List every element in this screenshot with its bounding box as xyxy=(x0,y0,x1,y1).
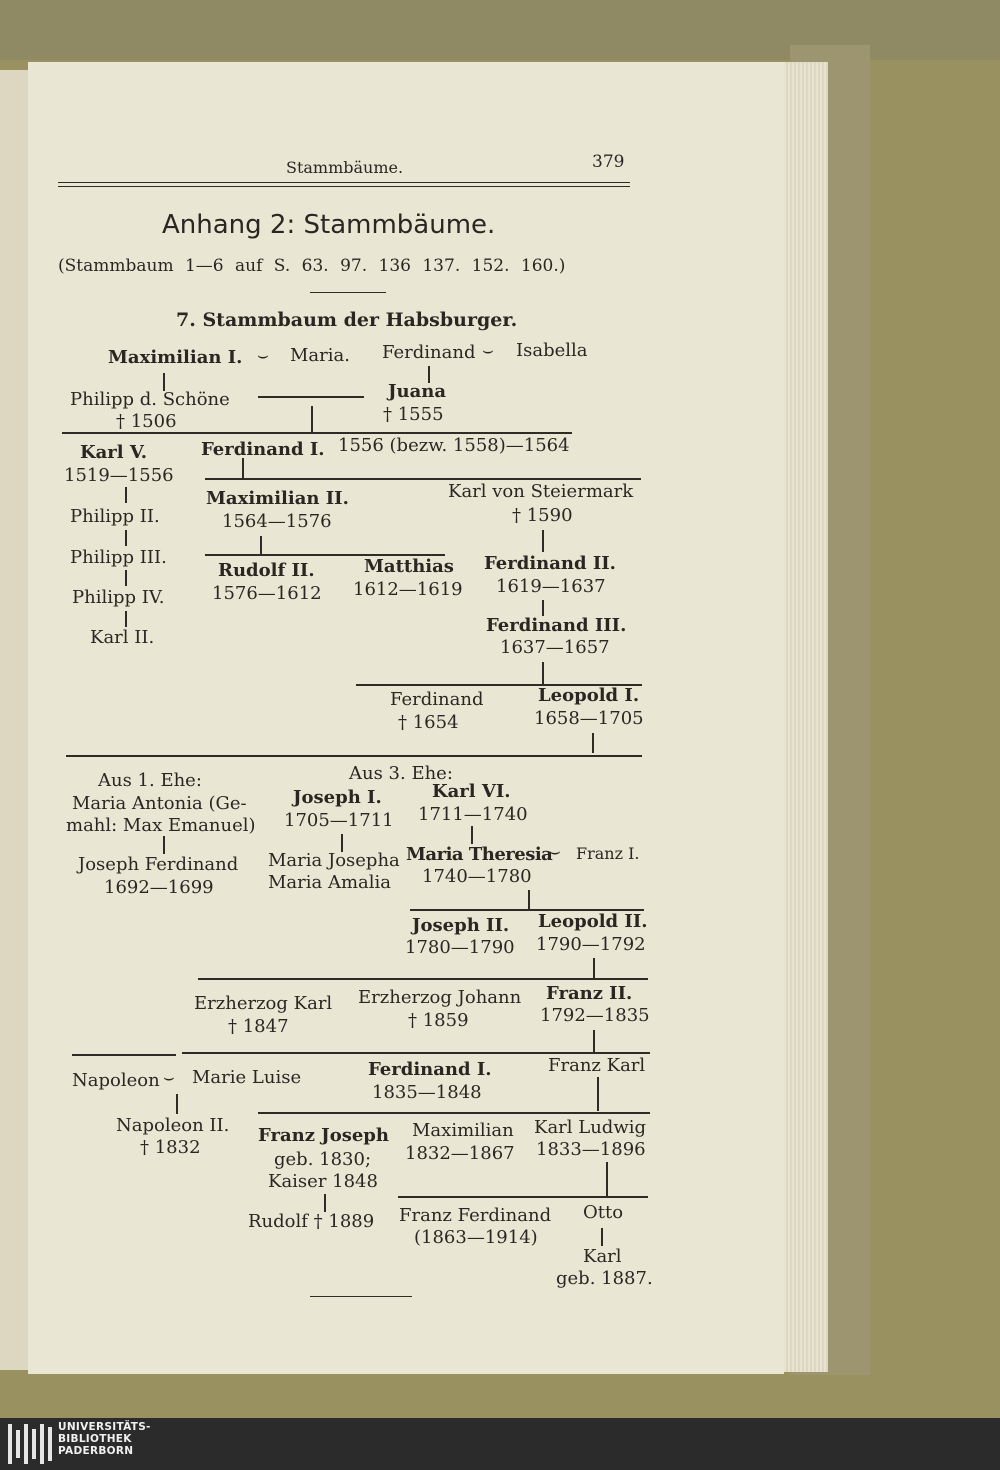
header-rule xyxy=(58,182,630,183)
person-karl-vi: Karl VI. xyxy=(432,781,511,802)
line-philipp-juana xyxy=(258,396,364,398)
person-ferdinand-i-years: 1556 (bezw. 1558)—1564 xyxy=(338,435,570,456)
person-ferdinand-iii: Ferdinand III. xyxy=(486,615,627,636)
line-philippii-iii xyxy=(125,530,127,546)
person-ferdinand-ii: Ferdinand II. xyxy=(484,553,616,574)
person-isabella: Isabella xyxy=(516,340,588,361)
bracket-leopoldi-children xyxy=(66,755,642,757)
person-franz-ii-years: 1792—1835 xyxy=(540,1005,650,1026)
person-rudolf: Rudolf † 1889 xyxy=(248,1211,375,1232)
person-maria-theresia-years: 1740—1780 xyxy=(422,866,532,887)
line-mtheresia-children xyxy=(528,890,530,910)
person-joseph-ferdinand-years: 1692—1699 xyxy=(104,877,214,898)
person-philipp-schoene-death: † 1506 xyxy=(116,411,177,432)
library-logo-text xyxy=(58,1421,151,1457)
person-ferdinand-iv: Ferdinand xyxy=(390,689,484,710)
person-joseph-ii-years: 1780—1790 xyxy=(405,937,515,958)
person-erzherzog-johann-death: † 1859 xyxy=(408,1010,469,1031)
library-logo-icon xyxy=(8,1424,52,1464)
line-franzkarl-children xyxy=(597,1077,599,1111)
bottom-rule xyxy=(310,1296,412,1297)
person-maria: Maria. xyxy=(290,345,350,366)
page-number: 379 xyxy=(592,152,625,172)
person-maria-antonia-line2: mahl: Max Emanuel) xyxy=(66,815,256,836)
marriage-symbol: ⌣ xyxy=(257,345,269,366)
bracket-franzkarl-children xyxy=(258,1112,650,1114)
person-juana-death: † 1555 xyxy=(383,404,444,425)
person-karl-born: geb. 1887. xyxy=(556,1268,653,1289)
person-marie-luise: Marie Luise xyxy=(192,1067,302,1088)
line-napoleon-napii xyxy=(176,1094,178,1114)
person-rudolf-ii: Rudolf II. xyxy=(218,560,315,581)
title-divider xyxy=(310,292,386,293)
bracket-karlludwig-children xyxy=(398,1196,648,1198)
person-leopold-ii: Leopold II. xyxy=(538,911,648,932)
person-maria-amalia: Maria Amalia xyxy=(268,872,392,893)
person-philipp-schoene: Philipp d. Schöne xyxy=(70,389,230,410)
person-matthias: Matthias xyxy=(364,556,454,577)
appendix-reference: (Stammbaum 1—6 auf S. 63. 97. 136 137. 152. 160.) xyxy=(58,256,566,276)
person-karl-ludwig: Karl Ludwig xyxy=(534,1117,647,1138)
person-maximilian-ii: Maximilian II. xyxy=(206,488,349,509)
person-ferdinand-i-austria-years: 1835—1848 xyxy=(372,1082,482,1103)
line-ferdii-ferdiii xyxy=(542,600,544,616)
person-leopold-i-years: 1658—1705 xyxy=(534,708,644,729)
person-ferdinand-i-austria: Ferdinand I. xyxy=(368,1059,492,1080)
line-karlvi-mtheresia xyxy=(471,826,473,844)
person-karl-vi-years: 1711—1740 xyxy=(418,804,528,825)
line-philippiii-iv xyxy=(125,570,127,586)
person-franz-joseph-kaiser: Kaiser 1848 xyxy=(268,1171,378,1192)
running-title: Stammbäume. xyxy=(286,158,404,177)
person-philipp-ii: Philipp II. xyxy=(70,506,160,527)
line-karlludwig-children xyxy=(606,1162,608,1196)
person-joseph-i: Joseph I. xyxy=(293,787,382,808)
line-philippiv-karlii xyxy=(125,611,127,627)
person-rudolf-ii-years: 1576—1612 xyxy=(212,583,322,604)
person-joseph-ii: Joseph II. xyxy=(412,915,510,936)
line-marriage-down xyxy=(311,406,313,432)
person-karl-v-years: 1519—1556 xyxy=(64,465,174,486)
bracket-karlv-ferdi xyxy=(62,432,572,434)
line-karlst-ferdii xyxy=(542,530,544,552)
line-otto-karl xyxy=(601,1228,603,1246)
person-franz-joseph: Franz Joseph xyxy=(258,1125,389,1146)
person-maria-theresia: Maria Theresia xyxy=(406,844,553,865)
person-franz-joseph-born: geb. 1830; xyxy=(274,1149,372,1170)
header-rule-2 xyxy=(58,186,630,187)
person-philipp-iii: Philipp III. xyxy=(70,547,167,568)
person-ferdinand-iv-death: † 1654 xyxy=(398,712,459,733)
line-ferdi-children xyxy=(242,458,244,480)
person-ferdinand-iii-years: 1637—1657 xyxy=(500,637,610,658)
person-leopold-ii-years: 1790—1792 xyxy=(536,934,646,955)
person-franz-ferdinand: Franz Ferdinand xyxy=(399,1205,552,1226)
person-otto: Otto xyxy=(583,1202,624,1223)
person-maximilian-ii-years: 1564—1576 xyxy=(222,511,332,532)
person-erzherzog-johann: Erzherzog Johann xyxy=(358,987,522,1008)
person-ferdinand-i: Ferdinand I. xyxy=(201,439,325,460)
library-name-line2: BIBLIOTHEK xyxy=(58,1433,132,1445)
label-aus-1-ehe: Aus 1. Ehe: xyxy=(98,770,202,791)
bracket-franzii-left xyxy=(72,1054,176,1056)
line-leopoldi-children xyxy=(592,733,594,753)
person-philipp-iv: Philipp IV. xyxy=(72,587,165,608)
person-napoleon-ii: Napoleon II. xyxy=(116,1115,230,1136)
label-aus-3-ehe: Aus 3. Ehe: xyxy=(349,763,453,784)
person-joseph-i-years: 1705—1711 xyxy=(284,810,394,831)
person-franz-ii: Franz II. xyxy=(546,983,633,1004)
person-maximilian-mexico-years: 1832—1867 xyxy=(405,1143,515,1164)
line-leopoldii-children xyxy=(593,958,595,978)
appendix-title: Anhang 2: Stammbäume. xyxy=(162,210,496,240)
person-juana: Juana xyxy=(388,381,447,402)
person-karl-steiermark-death: † 1590 xyxy=(512,505,573,526)
person-franz-ferdinand-years: (1863—1914) xyxy=(414,1227,538,1248)
person-maria-josepha: Maria Josepha xyxy=(268,850,400,871)
line-maxii-children xyxy=(260,536,262,554)
person-karl-ii: Karl II. xyxy=(90,627,155,648)
person-franz-i: Franz I. xyxy=(576,844,640,863)
bracket-franzii-right xyxy=(182,1052,650,1054)
person-karl-ludwig-years: 1833—1896 xyxy=(536,1139,646,1160)
person-erzherzog-karl-death: † 1847 xyxy=(228,1016,289,1037)
person-ferdinand-spain: Ferdinand xyxy=(382,342,476,363)
library-name-line3: PADERBORN xyxy=(58,1445,134,1457)
marriage-symbol: ⌣ xyxy=(482,340,494,361)
person-karl-steiermark: Karl von Steiermark xyxy=(448,481,634,502)
bracket-maxii-karlst xyxy=(205,478,641,480)
library-name-line1: UNIVERSITÄTS- xyxy=(58,1421,151,1433)
line-fjoseph-rudolf xyxy=(324,1194,326,1212)
line-franzii-children xyxy=(593,1030,595,1052)
person-maria-antonia-line1: Maria Antonia (Ge- xyxy=(72,793,247,814)
person-ferdinand-ii-years: 1619—1637 xyxy=(496,576,606,597)
tree-title: 7. Stammbaum der Habsburger. xyxy=(176,309,518,331)
bracket-leopoldii-children xyxy=(198,978,648,980)
person-matthias-years: 1612—1619 xyxy=(353,579,463,600)
person-joseph-ferdinand: Joseph Ferdinand xyxy=(78,854,239,875)
person-napoleon: Napoleon xyxy=(72,1070,160,1091)
person-maximilian-mexico: Maximilian xyxy=(412,1120,514,1141)
line-mantonia-jferd xyxy=(163,836,165,854)
marriage-symbol: ⌣ xyxy=(549,841,561,862)
line-karlv-philippii xyxy=(125,487,127,503)
person-karl: Karl xyxy=(583,1246,622,1267)
line-ferdiii-children xyxy=(542,662,544,684)
person-erzherzog-karl: Erzherzog Karl xyxy=(194,993,333,1014)
person-leopold-i: Leopold I. xyxy=(538,685,640,706)
person-napoleon-ii-death: † 1832 xyxy=(140,1137,201,1158)
person-franz-karl: Franz Karl xyxy=(548,1055,646,1076)
person-karl-v: Karl V. xyxy=(80,442,147,463)
marriage-symbol: ⌣ xyxy=(163,1067,175,1088)
person-maximilian-i: Maximilian I. xyxy=(108,347,243,368)
